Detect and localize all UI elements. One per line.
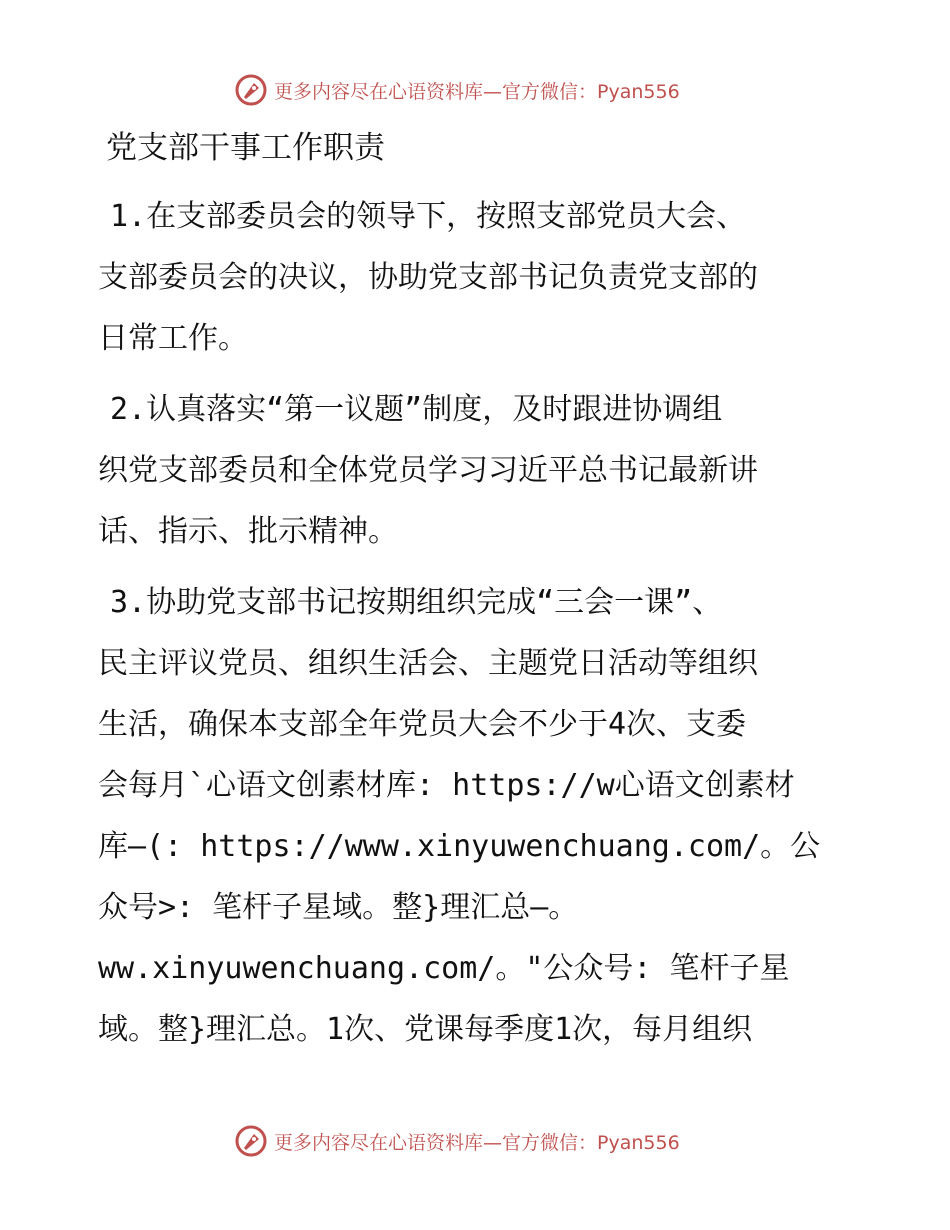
- paragraph-line: 域。整}理汇总。1次、党课每季度1次，每月组织: [98, 1012, 753, 1047]
- document-body: [98, 118, 858, 1070]
- document-title: 党支部干事工作职责: [106, 130, 385, 166]
- paragraph-line: 生活，确保本支部全年党员大会不少于4次、支委: [98, 707, 747, 742]
- header-watermark: [234, 72, 714, 108]
- paragraph-line: 会每月`心语文创素材库: https://w心语文创素材: [98, 768, 795, 803]
- paragraph-2: [98, 379, 858, 562]
- paragraph-line: 众号>: 笔杆子星域。整}理汇总—。: [98, 890, 579, 925]
- paragraph-line: 民主评议党员、组织生活会、主题党日活动等组织: [98, 646, 758, 681]
- watermark-text: 更多内容尽在心语资料库—官方微信：Pyan556: [274, 1131, 680, 1154]
- paragraph-3: [98, 572, 858, 1060]
- paragraph-line: ww.xinyuwenchuang.com/。"公众号: 笔杆子星: [98, 951, 790, 986]
- watermark-text: 更多内容尽在心语资料库—官方微信：Pyan556: [274, 80, 680, 103]
- paragraph-line: 1.在支部委员会的领导下，按照支部党员大会、: [110, 199, 747, 234]
- pen-nib-circle-icon: [234, 73, 268, 107]
- paragraph-line: 3.协助党支部书记按期组织完成“三会一课”、: [110, 585, 723, 620]
- paragraph-line: 话、指示、批示精神。: [98, 514, 398, 549]
- paragraph-line: 织党支部委员和全体党员学习习近平总书记最新讲: [98, 453, 758, 488]
- footer-watermark: [234, 1123, 714, 1159]
- paragraph-line: 2.认真落实“第一议题”制度，及时跟进协调组: [110, 392, 723, 427]
- paragraph-line: 支部委员会的决议，协助党支部书记负责党支部的: [98, 260, 758, 295]
- paragraph-line: 库—(: https://www.xinyuwenchuang.com/。公: [98, 829, 821, 864]
- pen-nib-circle-icon: [234, 1124, 268, 1158]
- paragraph-1: [98, 186, 858, 369]
- paragraph-line: 日常工作。: [98, 321, 248, 356]
